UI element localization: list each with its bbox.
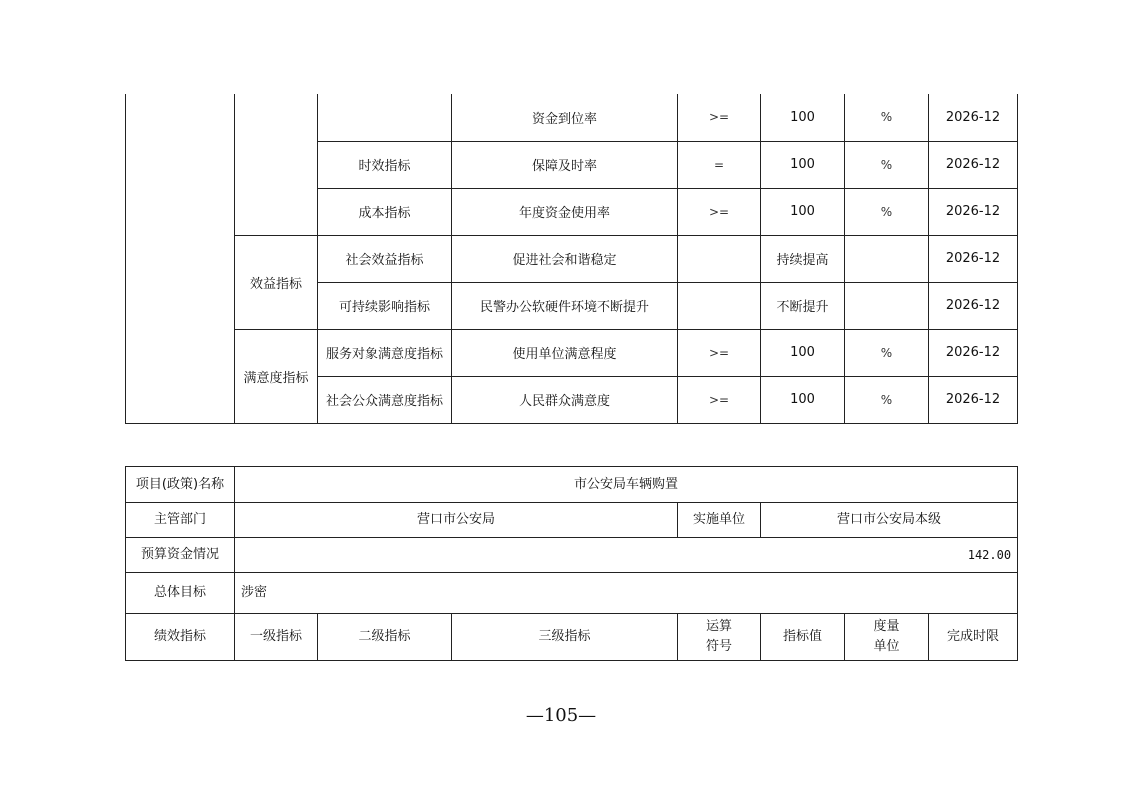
level1-cell: 满意度指标 <box>235 329 318 423</box>
unit-cell: % <box>845 188 929 235</box>
value-cell: 100 <box>761 329 845 376</box>
level3-cell: 人民群众满意度 <box>452 376 678 423</box>
table-row <box>126 467 1018 503</box>
budget-label: 预算资金情况 <box>126 538 235 573</box>
level2-cell: 社会效益指标 <box>318 235 452 282</box>
level1-cell <box>235 94 318 235</box>
page-number: —105— <box>525 705 597 726</box>
deadline-cell: 2026-12 <box>929 376 1018 423</box>
deadline-cell: 2026-12 <box>929 141 1018 188</box>
table-row <box>126 573 1018 614</box>
level2-cell: 成本指标 <box>318 188 452 235</box>
operator-cell <box>678 282 761 329</box>
level3-cell: 使用单位满意程度 <box>452 329 678 376</box>
level3-cell: 民警办公软硬件环境不断提升 <box>452 282 678 329</box>
value-cell: 100 <box>761 141 845 188</box>
level1-cell: 效益指标 <box>235 235 318 329</box>
header-operator <box>678 614 761 661</box>
table-row <box>126 329 1018 376</box>
value-cell: 100 <box>761 376 845 423</box>
operator-cell: >= <box>678 329 761 376</box>
project-name-value: 市公安局车辆购置 <box>235 467 1018 503</box>
unit-cell: % <box>845 94 929 141</box>
operator-cell: >= <box>678 376 761 423</box>
header-level3: 三级指标 <box>452 614 678 661</box>
operator-cell <box>678 235 761 282</box>
budget-value: 142.00 <box>235 538 1018 573</box>
header-operator-line2: 符号 <box>705 639 732 654</box>
operator-cell: >= <box>678 94 761 141</box>
header-deadline: 完成时限 <box>929 614 1018 661</box>
level3-cell: 年度资金使用率 <box>452 188 678 235</box>
project-info-table <box>125 466 1018 661</box>
deadline-cell: 2026-12 <box>929 282 1018 329</box>
header-unit-line2: 单位 <box>873 639 900 654</box>
table-row <box>126 614 1018 661</box>
deadline-cell: 2026-12 <box>929 235 1018 282</box>
goal-value: 涉密 <box>235 573 1018 614</box>
level3-cell: 保障及时率 <box>452 141 678 188</box>
goal-label: 总体目标 <box>126 573 235 614</box>
project-name-label: 项目(政策)名称 <box>126 467 235 503</box>
level2-cell: 可持续影响指标 <box>318 282 452 329</box>
table-row <box>126 94 1018 141</box>
level2-cell: 时效指标 <box>318 141 452 188</box>
unit-cell: % <box>845 329 929 376</box>
level3-cell: 促进社会和谐稳定 <box>452 235 678 282</box>
operator-cell: >= <box>678 188 761 235</box>
impl-label: 实施单位 <box>678 503 761 538</box>
dept-label: 主管部门 <box>126 503 235 538</box>
deadline-cell: 2026-12 <box>929 94 1018 141</box>
perf-label: 绩效指标 <box>126 614 235 661</box>
table-row <box>126 503 1018 538</box>
value-cell: 持续提高 <box>761 235 845 282</box>
operator-cell: = <box>678 141 761 188</box>
dept-value: 营口市公安局 <box>235 503 678 538</box>
value-cell: 100 <box>761 94 845 141</box>
table-row <box>126 235 1018 282</box>
deadline-cell: 2026-12 <box>929 329 1018 376</box>
unit-cell: % <box>845 141 929 188</box>
perf-label-cell <box>126 94 235 423</box>
header-level2: 二级指标 <box>318 614 452 661</box>
indicator-table-continued <box>125 94 1018 424</box>
header-operator-line1: 运算 <box>705 619 732 634</box>
header-unit <box>845 614 929 661</box>
level2-cell <box>318 94 452 141</box>
deadline-cell: 2026-12 <box>929 188 1018 235</box>
unit-cell: % <box>845 376 929 423</box>
table-row <box>126 538 1018 573</box>
header-unit-line1: 度量 <box>873 619 900 634</box>
level2-cell: 服务对象满意度指标 <box>318 329 452 376</box>
value-cell: 100 <box>761 188 845 235</box>
value-cell: 不断提升 <box>761 282 845 329</box>
unit-cell <box>845 282 929 329</box>
level3-cell: 资金到位率 <box>452 94 678 141</box>
header-value: 指标值 <box>761 614 845 661</box>
impl-value: 营口市公安局本级 <box>761 503 1018 538</box>
level2-cell: 社会公众满意度指标 <box>318 376 452 423</box>
header-level1: 一级指标 <box>235 614 318 661</box>
unit-cell <box>845 235 929 282</box>
